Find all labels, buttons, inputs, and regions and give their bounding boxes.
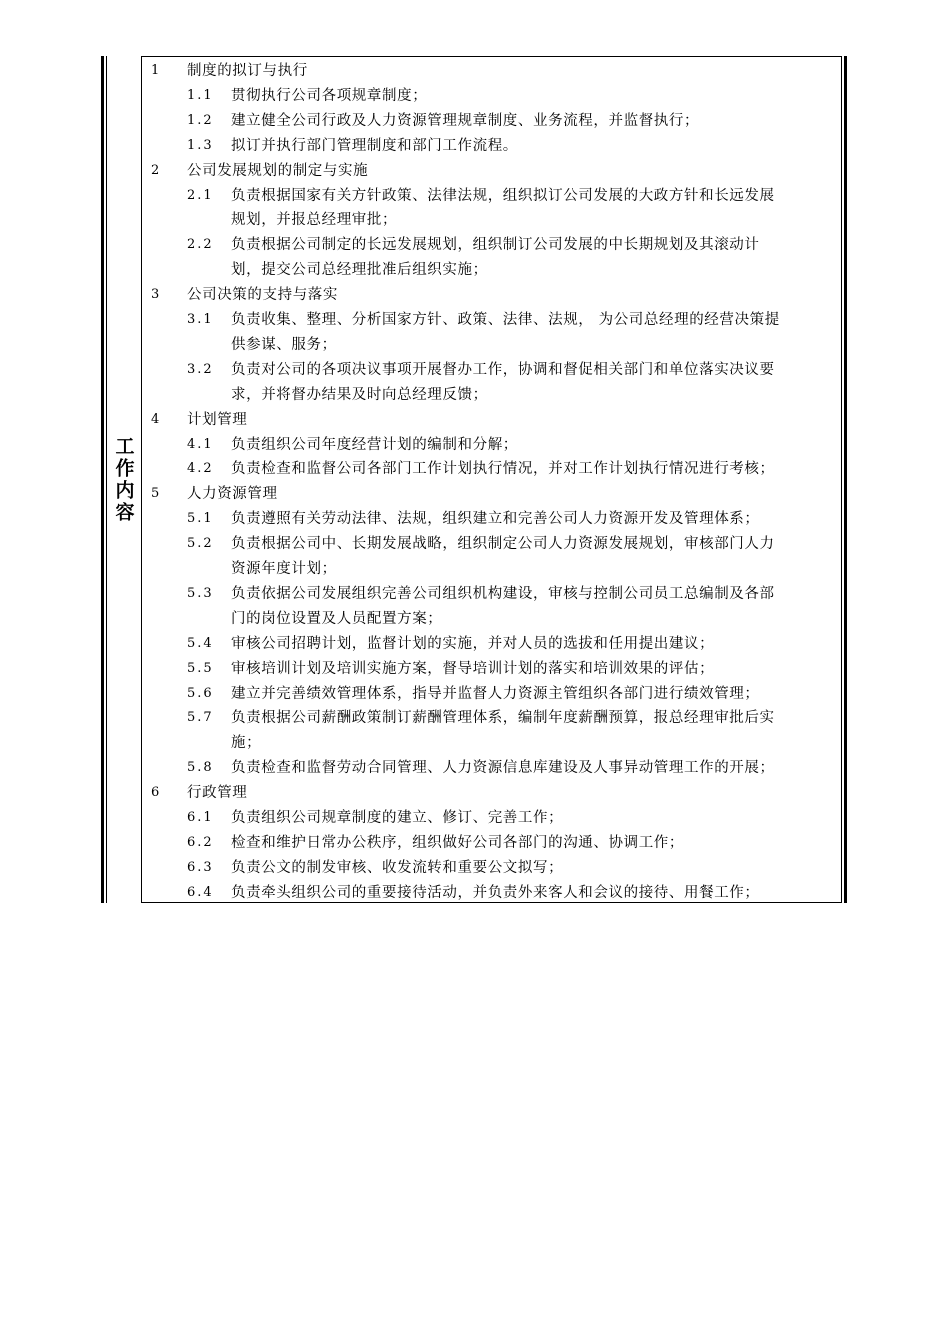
item-number: 5.4	[187, 635, 214, 651]
item-text: 建立健全公司行政及人力资源管理规章制度、业务流程，并监督执行；	[231, 112, 700, 129]
item-number: 6.3	[187, 859, 214, 875]
item-text: 施；	[231, 735, 262, 752]
item-number: 2.2	[187, 237, 214, 253]
section-label-cell	[107, 56, 141, 903]
item-text: 负责根据公司中、长期发展战略，组织制定公司人力资源发展规划，审核部门人力	[231, 536, 775, 553]
item-number: 4.1	[187, 436, 214, 452]
item-text: 贯彻执行公司各项规章制度；	[231, 87, 428, 104]
section-number: 3	[151, 287, 162, 303]
item-text: 负责根据国家有关方针政策、法律法规，组织拟订公司发展的大政方针和长远发展	[231, 187, 775, 204]
table-border-right-inner	[841, 56, 842, 903]
item-text: 审核培训计划及培训实施方案，督导培训计划的落实和培训效果的评估；	[231, 660, 715, 677]
item-number: 2.1	[187, 187, 214, 203]
table-border-left	[101, 56, 104, 903]
job-content-table	[101, 56, 847, 903]
item-text: 划，提交公司总经理批准后组织实施；	[231, 262, 488, 279]
item-text: 审核公司招聘计划，监督计划的实施，并对人员的选拔和任用提出建议；	[231, 635, 715, 652]
section-number: 2	[151, 162, 162, 178]
item-text: 供参谋、服务；	[231, 336, 337, 353]
item-number: 1.1	[187, 87, 214, 103]
item-text: 负责组织公司年度经营计划的编制和分解；	[231, 436, 518, 453]
section-title: 公司决策的支持与落实	[187, 287, 338, 304]
item-text: 求，并将督办结果及时向总经理反馈；	[231, 386, 488, 403]
item-number: 1.2	[187, 112, 214, 128]
section-number: 1	[151, 63, 162, 78]
item-number: 5.3	[187, 585, 214, 601]
table-border-right	[844, 56, 847, 903]
item-text: 检查和维护日常办公秩序，组织做好公司各部门的沟通、协调工作；	[231, 834, 684, 851]
section-title: 行政管理	[187, 785, 248, 802]
section-title: 制度的拟订与执行	[187, 63, 308, 79]
content-cell	[142, 56, 841, 903]
item-number: 5.2	[187, 536, 214, 552]
item-text: 门的岗位设置及人员配置方案；	[231, 610, 443, 627]
section-number: 5	[151, 486, 162, 502]
item-number: 4.2	[187, 461, 214, 477]
item-text: 资源年度计划；	[231, 561, 337, 577]
section-number: 6	[151, 785, 162, 801]
section-title: 人力资源管理	[187, 486, 278, 503]
item-text: 规划，并报总经理审批；	[231, 212, 398, 229]
item-number: 5.5	[187, 660, 214, 676]
item-number: 5.7	[187, 710, 214, 726]
item-text: 负责对公司的各项决议事项开展督办工作，协调和督促相关部门和单位落实决议要	[231, 361, 775, 378]
item-text: 负责根据公司制定的长远发展规划，组织制订公司发展的中长期规划及其滚动计	[231, 237, 760, 254]
item-number: 6.1	[187, 810, 214, 825]
item-number: 3.2	[187, 361, 214, 377]
item-number: 1.3	[187, 137, 214, 153]
item-text: 负责遵照有关劳动法律、法规，组织建立和完善公司人力资源开发及管理体系；	[231, 511, 760, 528]
item-text: 负责依据公司发展组织完善公司组织机构建设，审核与控制公司员工总编制及各部	[231, 585, 775, 602]
item-number: 5.6	[187, 685, 214, 701]
item-text: 负责根据公司薪酬政策制订薪酬管理体系，编制年度薪酬预算，报总经理审批后实	[231, 710, 775, 727]
item-text: 负责公文的制发审核、收发流转和重要公文拟写；	[231, 859, 564, 876]
item-text: 负责牵头组织公司的重要接待活动，并负责外来客人和会议的接待、用餐工作；	[231, 884, 760, 901]
item-number: 6.2	[187, 834, 214, 850]
section-title: 公司发展规划的制定与实施	[187, 162, 369, 179]
item-number: 6.4	[187, 884, 214, 900]
section-label: 工作内容	[112, 435, 135, 524]
item-text: 建立并完善绩效管理体系，指导并监督人力资源主管组织各部门进行绩效管理；	[231, 685, 760, 702]
section-number: 4	[151, 411, 162, 427]
item-number: 3.1	[187, 312, 214, 327]
item-number: 5.1	[187, 511, 214, 527]
item-text: 负责收集、整理、分析国家方针、政策、法律、法规， 为公司总经理的经营决策提	[231, 312, 780, 328]
item-text: 拟订并执行部门管理制度和部门工作流程。	[231, 137, 518, 154]
item-text: 负责组织公司规章制度的建立、修订、完善工作；	[231, 810, 564, 826]
item-text: 负责检查和监督劳动合同管理、人力资源信息库建设及人事异动管理工作的开展；	[231, 760, 775, 777]
item-number: 5.8	[187, 760, 214, 776]
section-title: 计划管理	[187, 411, 248, 428]
item-text: 负责检查和监督公司各部门工作计划执行情况，并对工作计划执行情况进行考核；	[231, 461, 775, 478]
